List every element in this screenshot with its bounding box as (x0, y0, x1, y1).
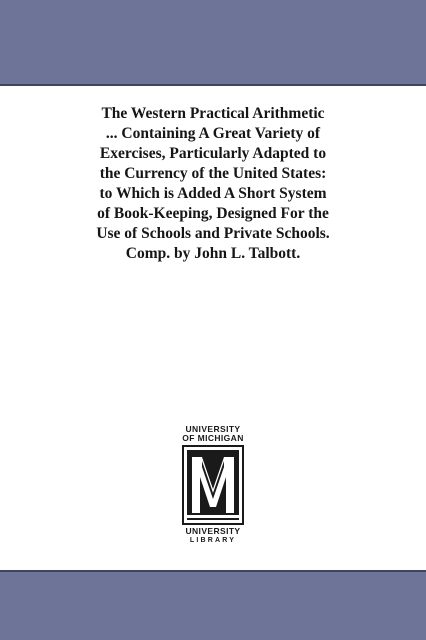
title-line-8: Comp. by John L. Talbott. (125, 245, 301, 262)
logo-line-library: LIBRARY (189, 537, 237, 544)
michigan-m-seal-icon (182, 445, 244, 525)
title-line-7: Use of Schools and Private Schools. (96, 225, 330, 242)
top-color-band (0, 0, 426, 84)
title-line-5: to Which is Added A Short System (99, 185, 327, 202)
bottom-color-band (0, 572, 426, 640)
logo-line-university-2: UNIVERSITY (185, 526, 241, 536)
title-line-4: the Currency of the United States: (99, 165, 327, 182)
title-line-3: Exercises, Particularly Adapted to (99, 145, 327, 162)
logo-line-of-michigan: OF MICHIGAN (182, 433, 244, 443)
title-line-6: of Book-Keeping, Designed For the (97, 205, 329, 222)
university-library-logo (177, 425, 249, 565)
top-divider (0, 84, 426, 86)
book-title (30, 104, 396, 264)
logo-line-university: UNIVERSITY (185, 424, 241, 434)
title-line-2: ... Containing A Great Variety of (105, 125, 321, 142)
cover-page (0, 84, 426, 572)
title-line-1: The Western Practical Arithmetic (101, 105, 325, 122)
